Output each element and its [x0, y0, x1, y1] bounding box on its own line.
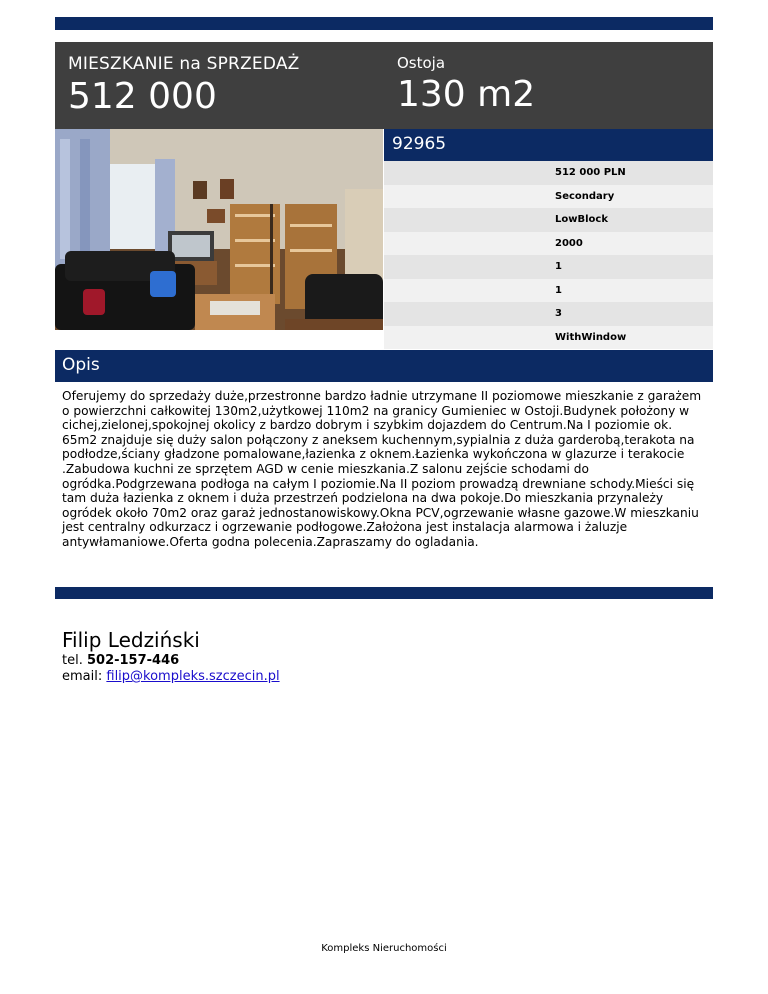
detail-value: WithWindow: [555, 331, 627, 343]
listing-id-bar: [384, 129, 713, 161]
description-heading-bar: [55, 350, 713, 382]
listing-price: 512 000: [68, 76, 217, 117]
detail-row-price: [384, 161, 713, 185]
header-left: [68, 54, 300, 117]
listing-id: 92965: [392, 134, 447, 154]
agent-name: Filip Ledziński: [62, 628, 200, 652]
detail-row-kitchen: [384, 326, 713, 350]
detail-value: 1: [555, 261, 562, 272]
listing-area: 130 m2: [397, 74, 536, 115]
detail-row-building-type: [384, 208, 713, 232]
agent-email-line: [62, 669, 280, 684]
detail-row-floors: [384, 279, 713, 303]
listing-type: MIESZKANIE na SPRZEDAŻ: [68, 54, 300, 74]
detail-value: 512 000 PLN: [555, 167, 626, 178]
detail-row-floor: [384, 255, 713, 279]
top-accent-bar: [55, 17, 713, 30]
listing-header: [55, 42, 713, 129]
detail-value: 2000: [555, 237, 583, 249]
section-divider-bar: [55, 587, 713, 599]
detail-value: Secondary: [555, 190, 615, 202]
detail-row-year: [384, 232, 713, 256]
footer-company: Kompleks Nieruchomości: [321, 943, 447, 954]
description-text: Oferujemy do sprzedaży duże,przestronne bardzo ładnie utrzymane II poziomowe mieszkanie z garażem o powierzchni całkowitej 130m2,użytkowej 110m2 na granicy Gumieniec w Ostoji.Budynek położony w cichej,zielonej,spokojnej okolicy z bardzo dobrym i szybkim dojazdem do Centrum.Na I poziomie ok. 65m2 znajduje się duży salon połączony z aneksem kuchennym,sypialnia z duża garderobą,terakota na podłodze,ściany gładzone pomalowane,łazienka z oknem.Łazienka wykończona w glazurze i terakocie .Zabudowa kuchni ze sprzętem AGD w cenie mieszkania.Z salonu zejście schodami do ogródka.Podgrzewana podłoga na całym I poziomie.Na II poziom prowadzą drewniane schody.Mieści się tam duża łazienka z oknem i duża przestrzeń podzielona na dwa pokoje.Do mieszkania przynależy ogródek około 70m2 oraz garaż jednostanowiskowy.Okna PCV,ogrzewanie własne gazowe.W mieszkaniu jest centralny odkurzacz i ogrzewanie podłogowe.Założona jest instalacja alarmowa i żaluzje antywłamaniowe.Oferta godna polecenia.Zapraszamy do ogladania.: [62, 389, 702, 549]
property-photo: [55, 129, 383, 330]
agent-phone: 502-157-446: [86, 653, 180, 668]
detail-value: LowBlock: [555, 214, 608, 225]
email-label: email:: [62, 669, 103, 684]
listing-location: Ostoja: [397, 54, 446, 72]
detail-value: 3: [555, 308, 562, 319]
description-heading: Opis: [62, 355, 100, 375]
agent-phone-line: [62, 653, 280, 668]
details-table: [384, 161, 713, 349]
living-room-photo: [55, 129, 383, 330]
agent-contact: [62, 628, 280, 684]
detail-row-market: [384, 185, 713, 209]
detail-row-rooms: [384, 302, 713, 326]
phone-label: tel.: [62, 653, 83, 668]
detail-value: 1: [555, 284, 562, 296]
header-right: [397, 54, 535, 115]
agent-email-link[interactable]: filip@kompleks.szczecin.pl: [106, 669, 280, 684]
